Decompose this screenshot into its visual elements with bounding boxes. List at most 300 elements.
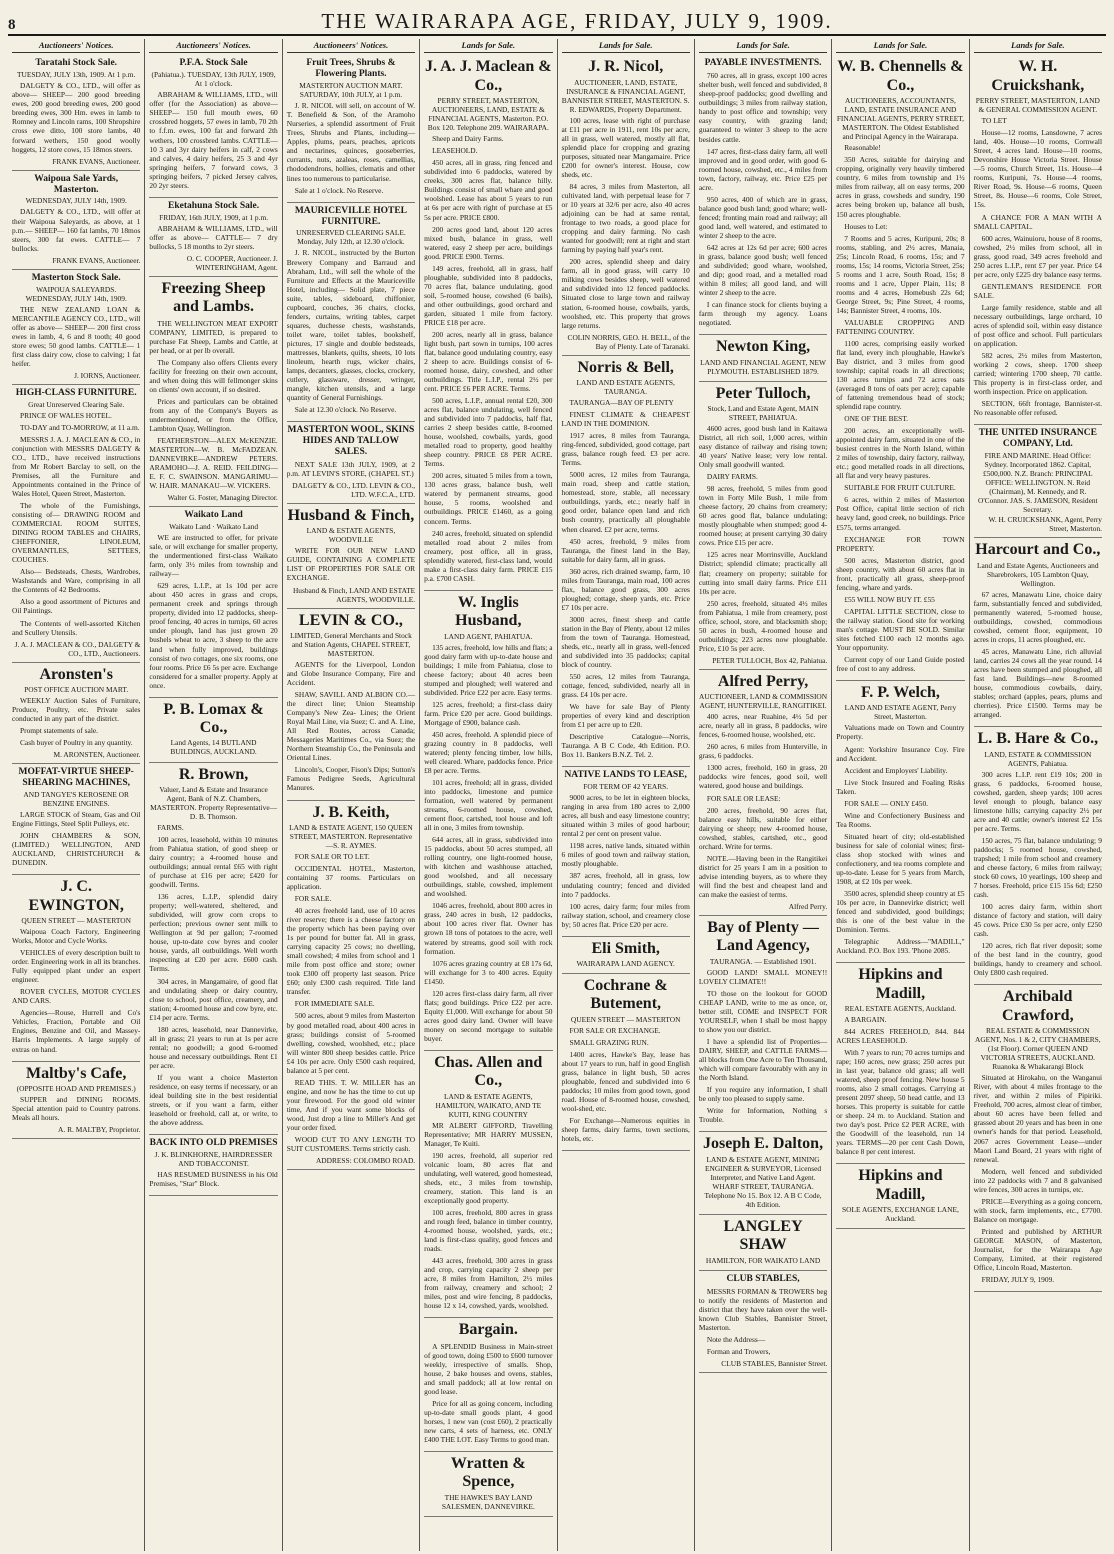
ad-body [12, 1095, 140, 1122]
ad-paragraph: READ THIS. T. W. MILLER has an engine, and now he has the time to cut up your firewood. For the good old winter time, And if you want some blocks of wood, Just drop a line to Miller's And get your order fixed. [286, 1077, 416, 1132]
ad-title: Waikato Land [184, 510, 243, 521]
ad-paragraph: 629 acres, L.I.P., at 1s 10d per acre about 450 acres in grass and crops, permanent creek and springs through property, divided into 12 paddocks, sheep-proof fencing, 40 acres in turnips, 60 acres under plough, land has just grown 20 bushels wheat to acre, 3 sheep to the acre land when fully improved, buildings consist of two cottages, one six rooms, one four rooms. Price £6 5s per acre. Exchange considered for a smaller property. Apply at once. [149, 581, 278, 690]
ad-paragraph: VALUABLE CROPPING AND FATTENING COUNTRY. [836, 317, 965, 336]
ad-title: Masterton Stock Sale. [31, 272, 121, 283]
advertisement [699, 382, 827, 670]
ad-paragraph: THE NEW ZEALAND LOAN & MERCANTILE AGENCY CO., LTD., will offer as above— SHEEP— 200 first cross ewes in lamb, 4, 6 and 8 tooth; 40 good store ewes; 50 good lambs. CATTLE— 1 first class dairy cow, close to calving; 1 fat heifer. [12, 304, 141, 368]
ad-paragraph: 5000 acres, 12 miles from Tauranga, main road, sheep and cattle station, homestead, store, stable, all necessary outbuildings, yards, etc.; nearly half in good order, balance open land and rich bush country, practically all ploughable when cleared. £2 per acre, terms. [561, 470, 690, 534]
ad-paragraph: 844 ACRES FREEHOLD, 844. 844 ACRES LEASEHOLD. [836, 1027, 965, 1046]
ad-paragraph: Cash buyer of Poultry in any quantity. [20, 738, 133, 748]
ad-paragraph: 84 acres, 3 miles from Masterton, all cultivated land, with perpetual lease for 7 or 10 years at 32/6 per acre, also 40 acres adjoining can be had at same rental, frontage to two roads, a good place for cropping and dairy farming. No cash wanted for goodwill; rent at right and start farming by paying half year's rent. [561, 182, 690, 255]
ad-signature: J. IORNS, Auctioneer. [74, 370, 141, 380]
ad-paragraph: Prompt statements of sale. [20, 726, 98, 736]
ad-paragraph: WOOD CUT TO ANY LENGTH TO SUIT CUSTOMERS. Terms strictly cash. [286, 1134, 416, 1153]
ad-title: Fruit Trees, Shrubs & Flowering Plants. [306, 58, 396, 80]
ad-title: Hipkins and Madill, [858, 966, 943, 1002]
ad-subtitle: LAND AGENT, PAHIATUA. [444, 631, 533, 641]
ad-paragraph: J. R. NICOL, instructed by the Burton Brewery Company and Barraud and Abraham, Ltd., will sell the whole of the Furniture and Effects at the Mauriceville Hotel, including— Solid plate, 7 piece suite, tables, sideboard, chiffonier, cupboard, couches, 36 chairs, clocks, fenders, curtains, writing tables, carpet squares, duchesse chests, washstands, toilet ware, toilet tables, bookshelf, pictures, 17 single and double bedsteads, mattresses, blankets, quilts, sheets, 10 lots linoleum, hearth rugs, wicker chairs, lamps, decanters, glasses, clocks, crockery, cutlery, glassware, dresser, wringer, mangle, kitchen utensils, and a large quantity of General Furnishings. [286, 248, 416, 402]
ad-paragraph: Note the Address— [706, 1334, 766, 1344]
ad-subtitle: LAND, ESTATE & COMMISSION AGENTS, Pahiatua. [984, 749, 1092, 768]
ad-body [12, 207, 140, 252]
advertisement [149, 763, 277, 1136]
ad-paragraph: 304 acres, in Mangamaire, of good flat and undulating sheep or dairy country, close to school, post office, creamery, and station; 4-roomed house and cow byre, etc. £14 per acre. Terms. [149, 976, 278, 1022]
ad-paragraph: DAIRY FARMS. [706, 472, 758, 482]
ad-subtitle: SOLE AGENTS, EXCHANGE LANE, Auckland. [842, 1205, 959, 1224]
ad-title: Chas. Allen and Co., [434, 1053, 543, 1090]
ad-paragraph: 450 acres, all in grass, ring fenced and subdivided into 6 paddocks, watered by creeks, 300 acres flat, balance hilly. Buildings consist of small whare and good woolshed. Lease has about 5 years to run at 6s per acre with right of purchase at £5 5s per acre. PRICE £800. [424, 158, 553, 222]
advertisement [149, 198, 277, 277]
ad-title: MASTERTON WOOL, SKINS HIDES AND TALLOW SALES. [287, 425, 415, 457]
column-1 [8, 39, 145, 1551]
advertisement [12, 764, 140, 875]
ad-paragraph: 582 acres, 2½ miles from Masterton, working 2 cows, sheep. 1700 sheep carried; wintering 1700 sheep, 70 cattle. This property is in first-class order, and worth inspection. Price on application. [973, 350, 1102, 397]
ad-title: W. B. Chennells & Co., [837, 58, 964, 94]
ad-subtitle: AND TANGYE'S KEROSENE OR BENZINE ENGINES. [23, 790, 129, 809]
ad-subtitle: AUCTIONEER, LAND, ESTATE, INSURANCE & FINANCIAL AGENT, BANNISTER STREET, MASTERTON. S. R. EDWARDS, Property Department. [561, 77, 690, 114]
ad-subtitle: TAURANGA. — Established 1901. [709, 956, 817, 966]
ad-subtitle: LAND & ESTATE AGENTS, WOODVILLE [306, 526, 396, 545]
column-4 [420, 39, 557, 1551]
ad-signature: PETER TULLOCH, Box 42, Pahiatua. [712, 655, 828, 665]
ad-paragraph: Large family residence, stable and all necessary outbuildings, large orchard, 10 acres of splendid soil, within easy distance of post office and school. Full particulars on application. [973, 302, 1102, 348]
advertisement [287, 422, 415, 504]
ad-title: Maltby's Cafe, [25, 1064, 127, 1082]
ad-subtitle: QUEEN STREET — MASTERTON [570, 1014, 681, 1024]
ad-body [287, 852, 415, 1153]
ad-paragraph: 136 acres, L.I.P., splendid dairy property; well-watered, sheltered, and subdivided, will grow corn crops to perfection; previous owner sent milk to Wellington at 9d per gallon; 7-roomed house, up-to-date cow byres and cooler house, yards, all outbuildings. Well worth inspecting at £20 per acre. £600 cash. Terms. [149, 892, 278, 974]
ad-title: J. B. Keith, [312, 803, 390, 821]
ad-subtitle: Land Agents, 14 BUTLAND BUILDINGS, AUCKLAND. [170, 738, 257, 757]
ad-subtitle: Waikato Land · Waikato Land [169, 522, 259, 532]
ad-paragraph: A SPLENDID Business in Main-street of good town, doing £500 to £600 turnover weekly, irrespective of smalls. Shop, house, 2 bake houses and ovens, stables, and small paddock; all at low rental on good lease. [424, 1341, 553, 1396]
ad-title: W. H. Cruickshank, [991, 58, 1085, 94]
ad-body [12, 81, 140, 153]
advertisement [12, 663, 140, 765]
ad-subtitle: FRIDAY, 16th JULY, 1909, at 1 p.m. [159, 212, 269, 222]
column-7 [832, 39, 969, 1551]
ad-paragraph: 67 acres, Manawatu Line, choice dairy farm, substantially fenced and subdivided, permanently watered, 5-roomed house, outbuildings, cowshed, commodious cowshed, cement floor, equipment, 10 acres in crops, 11 acres ploughed, etc. [973, 589, 1102, 644]
ad-title: Eketahuna Stock Sale. [168, 200, 260, 211]
ad-paragraph: FOR SALE — ONLY £450. [844, 798, 929, 808]
ad-paragraph: 443 acres, freehold, 300 acres in grass and crop, carrying capacity 2 sheep per acre, 8 miles from Hamilton, 2½ miles from railway, creamery and school; 2 miles, post and wire fencing, 8 paddocks, house 12 x 14, cowshed, yards, woolshed. [424, 1256, 553, 1311]
advertisement [12, 55, 140, 170]
advertisement [424, 1452, 552, 1517]
ad-paragraph: 135 acres, freehold, low hills and flats; a good dairy farm with up-to-date house and buildings; 1 mile from Pahiatua, close to cheese factory; about 40 acres been stumped and ploughed; well watered and subdivided. Price £22 per acre. Easy terms. [424, 642, 553, 697]
ad-paragraph: TAURANGA—BAY OF PLENTY [569, 398, 674, 408]
ad-paragraph: Also a good assortment of Pictures and Oil Paintings. [12, 597, 141, 616]
ad-body [424, 134, 552, 582]
ad-title: Wratten & Spence, [450, 1455, 526, 1491]
ad-title: Cochrane & Butement, [583, 977, 668, 1013]
ad-paragraph: SUITABLE FOR FRUIT CULTURE. [844, 483, 956, 493]
ad-paragraph: Lincoln's, Cooper, Fison's Dips; Sutton's Famous Pedigree Seeds, Agricultural Manures. [286, 765, 416, 793]
ad-title: LEVIN & CO., [298, 611, 403, 629]
ad-paragraph: 400 acres, near Ruahine, 4½ 5d per acre, nearly all in grass, 8 paddocks, wire fences, 6-roomed house, woolshed, etc. [698, 712, 828, 740]
advertisement [836, 55, 964, 681]
ad-title: P. B. Lomax & Co., [163, 700, 264, 737]
ad-paragraph: With 7 years to run; 70 acres turnips and rape; 160 acres, new grass; 250 acres put in last year, balance old grass; all well watered, sheep proof fencing. New house 5 rooms, also 2 small cottages. Carrying at present 2097 sheep, 50 head cattle, and 13 horses. This property is suitable for cattle or sheep. 24 m. to Auckland. Station and two day's post. Price £2 PER ACRE, with the Goodwill of the leasehold, run 14 years. TERMS—20 per cent Cash Down, balance 8 per cent interest. [836, 1048, 965, 1157]
ad-paragraph: Also— Bedsteads, Chests, Wardrobes, Washstands and Ware, comprising in all the Contents of 42 Bedrooms. [12, 567, 141, 595]
advertisement [287, 801, 415, 1170]
ad-paragraph: WRITE FOR OUR NEW LAND GUIDE, CONTAINING A COMPLETE LIST OF PROPERTIES FOR SALE OR EXCHANGE. [286, 546, 416, 583]
ad-paragraph: 3500 acres, splendid sheep country at £5 10s per acre, in Dannevirke district; well fenced and subdivided, good buildings; this is one of the best value in the Dominion. Terms. [836, 888, 965, 935]
ad-subtitle: Land and Estate Agents, Auctioneers and Sharebrokers, 105 Lambton Quay, Wellington. [977, 560, 1099, 588]
ad-paragraph: For Exchange—Numerous equities in sheep farms, dairy farms, town sections, hotels, etc. [561, 1116, 690, 1144]
ad-signature: FRANK EVANS, Auctioneer. [52, 255, 141, 265]
ad-paragraph: Descriptive Catalogue—Norris, Tauranga. A B C Code, 4th Edition. P.O. Box 11. Bankers B.N.Z. Tel. 2. [561, 732, 690, 760]
advertisement [974, 727, 1102, 985]
ad-paragraph: 350 Acres, suitable for dairying and cropping, originally very heavily timbered country, 6 miles from township and 1½ miles from railway, all on easy terms, 200 acres in grass, cowsheds and sundry, 190 acres being broken up, balance all bush, 150 acres ploughable. [836, 155, 965, 219]
ad-subtitle: Great Unreserved Clearing Sale. [28, 399, 125, 409]
ad-subtitle: LAND AND ESTATE AGENTS, TAURANGA. [576, 378, 675, 397]
advertisement [149, 55, 277, 197]
ad-paragraph: EXCHANGE FOR TOWN PROPERTY. [836, 534, 965, 553]
ad-body [149, 224, 277, 251]
ad-paragraph: 200 acres good land, about 120 acres mixed bush, balance in grass, well watered, easy 2 sheep per acre, buildings good. PRICE £900. Terms. [424, 224, 553, 261]
ad-paragraph: Printed and published by ARTHUR GEORGE MASON, of Masterton, Journalist, for the Wairarapa Age Company, Limited, at their registered Office, Lincoln Road, Masterton. [973, 1226, 1102, 1272]
ad-paragraph: 550 acres, 12 miles from Tauranga, cottage, fenced, subdivided, nearly all in grass. £4 10s per acre. [561, 671, 690, 700]
ad-subtitle: REAL ESTATE AGENTS, Auckland. [844, 1003, 957, 1013]
ad-paragraph: 200 acres, an exceptionally well-appointed dairy farm, situated in one of the busiest centres in the North Island, within 2 miles of township, dairy factory, railway, etc.; good metalled roads in all directions, all flat and very heavy pastures. [836, 426, 965, 481]
ad-body [699, 968, 827, 1125]
ad-paragraph: Write for Information, Nothing s Trouble. [698, 1106, 828, 1125]
ad-paragraph: ABRAHAM & WILLIAMS, LTD., will offer (for the Association) as above— SHEEP— 150 full mouth ewes, 60 crossbred hoggets, 57 ewes in lamb, 70 2th to f.f.m. ewes, 100 fat and forward 2th wethers, 100 crossbred lambs. CATTLE— 10 3 and 3yr dairy heifers in calf, 2 cows and calves, 4 dairy heifers, 25 3 and 4yr springing heifers, 7 forward cows, 3 springing heifers, 7 picked Jersey calves, 20 2yr steers. [149, 90, 278, 190]
ad-title: Freezing Sheep and Lambs. [161, 279, 266, 316]
ad-paragraph: FRIDAY, JULY 9, 1909. [981, 1274, 1055, 1284]
ad-paragraph: FEATHERSTON—ALEX McKENZIE. MASTERTON—W. B. McFADZEAN. DANNEVIRKE—ANDREW PETERS. ARAMOHO—J. A. REID. FEILDING—E. F. C. SWAINSON. MANGARIMU—W. HAIR. MANAKAU—W. VICKERS. [149, 435, 278, 491]
ad-paragraph: I have a splendid list of Properties—DAIRY, SHEEP, and CATTLE FARMS—all blocks from One Acre to Ten Thousand, which will compare favourably with any in the North Island. [698, 1036, 828, 1083]
ad-title: F. P. Welch, [860, 683, 940, 701]
ad-title: L. B. Hare & Co., [977, 730, 1099, 748]
ad-paragraph: DALGETY & CO., LTD., will offer at their Waipoua Saleyards, as above, at 1 p.m.— SHEEP— 160 fat lambs, 70 18mos steers, 300 fat ewes. CATTLE— 7 bullocks. [12, 207, 141, 253]
ad-paragraph: FOR SALE OR EXCHANGE. [569, 1025, 661, 1035]
ad-paragraph: Agencies—Rouse, Hurrell and Co's Vehicles, Fraction, Portable and Oil Engines, Benzine and Oil, and Massey-Harris Implements. A large supply of extras on hand. [12, 1008, 141, 1054]
ad-paragraph: Sale at 12.30 o'clock. No Reserve. [294, 405, 397, 415]
ad-paragraph: 300 acres L.I.P. rent £19 10s; 200 in grass, 6 paddocks, 6-roomed house, cowshed, garden, sheep yards; 100 acres level enough to plough, balance easy limestone hills; carrying capacity 2½ per acre and 40 cattle; owner's interest £2 15s per acre. Terms. [973, 769, 1102, 833]
ad-paragraph: 360 acres, rich drained swamp, farm, 10 miles from Tauranga, main road, 100 acres flax, balance good grass, 300 acres ploughed; cottage, sheep yards, etc. Price £7 10s per acre. [561, 566, 690, 612]
advertisement [562, 974, 690, 1151]
ad-paragraph: ONE OF THE BEST. [844, 414, 909, 424]
ad-subtitle: J. K. BLINKHORNE, HAIRDRESSER AND TOBACCONIST. [154, 1149, 273, 1168]
ad-subtitle: REAL ESTATE & COMMISSION AGENT, Nos. 1 & 2, CITY CHAMBERS, (1st Floor). Corner QUEEN AND VICTORIA STREETS, AUCKLAND. Ruanoka & Whakarangi Block [974, 1026, 1101, 1072]
ad-subtitle: LAND & ESTATE AGENT, 150 QUEEN STREET, MASTERTON. Representative—S. R. AYMES. [289, 822, 413, 850]
ad-title: J. A. J. Maclean & Co., [424, 58, 552, 94]
advertisement [287, 609, 415, 801]
ad-body [287, 101, 415, 194]
ad-paragraph: 9000 acres, to be let in eighteen blocks, ranging in area from 180 acres to 2,000 acres, all bush and easy limestone country; situated within 3 miles of good harbour; rental 2 per cent on present value. [561, 793, 690, 839]
ad-title: Newton King, [715, 338, 811, 356]
ad-body [149, 1170, 277, 1188]
ad-paragraph: 450 acres, freehold. A splendid piece of grazing country in 8 paddocks, well watered; plenty fencing timber, low hills, well cleared. Whare, paddocks fence. Price £8 per acre. Terms. [424, 729, 553, 775]
ad-paragraph: HAS RESUMED BUSINESS in his Old Premises, "Star" Block. [149, 1170, 278, 1189]
ad-paragraph: 6 acres, within 2 miles of Masterton Post Office, capital little section of rich heavy land, good creek, no buildings. Price £575, terms arranged. [836, 495, 965, 532]
ad-signature: COLIN NORRIS, GEO. H. BELL, of the Bay of Plenty. Late of Taranaki. [567, 332, 690, 351]
advertisement [12, 270, 140, 385]
ad-subtitle: WAIRARAPA LAND AGENCY. [576, 959, 675, 969]
ad-subtitle: (OPPOSITE HOAD AND PREMISES.) [16, 1083, 136, 1093]
ad-paragraph: 100 acres dairy farm, within short distance of factory and station, will dairy 45 cows. Price £30 5s per acre, only £250 cash. [973, 902, 1102, 939]
ad-title: J. C. EWINGTON, [28, 878, 124, 914]
ad-subtitle: LAND AND ESTATE AGENT, Perry Street, Masterton. [844, 703, 957, 722]
ad-paragraph: We have for sale Bay of Plenty properties of every kind and description from £1 per acre up to £20. [561, 702, 690, 730]
ad-paragraph: 387 acres, freehold, all in grass, low undulating country; fenced and divided into 7 paddocks. [561, 871, 690, 899]
ad-paragraph: 200 acres, situated 5 miles from a town, 130 acres grass, balance bush, well watered by permanent streams, good house, 5 rooms, woolshed and outbuildings. PRICE £1460, as a going concern. Terms. [424, 471, 553, 526]
ad-body [12, 810, 140, 867]
ad-subtitle: PERRY STREET, MASTERTON, AUCTIONEERS, LAND, ESTATE & FINANCIAL AGENTS, Masterton. P.O. Box 120. Telephone 209. WAIRARAPA. [427, 96, 549, 133]
advertisement [562, 767, 690, 936]
ad-paragraph: FOR SALE. [294, 894, 332, 904]
masthead [8, 4, 1106, 36]
ad-paragraph: Valuations made on Town and Country Property. [836, 723, 965, 742]
ad-title: Harcourt and Co., [975, 541, 1101, 559]
ad-paragraph: 100 acres, dairy farm; four miles from railway station, school, and creamery close by; 50 acres flat. Price £20 per acre. [561, 901, 690, 929]
ad-paragraph: 98 acres, freehold, 5 miles from good town in Forty Mile Bush, 1 mile from cheese factory, 20 chains from creamery; 60 acres good flat, balance undulating; mostly ploughable when stumped; good 4-roomed house; at present carrying 30 dairy cows. Price £15 per acre. [698, 484, 828, 548]
ad-paragraph: NEXT SALE 13th JULY, 1909, at 2 p.m. AT LEVIN'S STORE, (CHAPEL ST.) [286, 459, 416, 478]
ad-body [836, 1015, 964, 1156]
ad-paragraph: 100 acres, lease with right of purchase at £11 per acre in 1911, rent 10s per acre, all in grass, well watered, mostly all flat, splendid place for cropping and grazing purposes, situated near Mangamaire. Price £200 for owner's interest. House, cow sheds, etc. [561, 115, 690, 180]
ad-paragraph: If you want a choice Masterton residence, on easy terms if necessary, or an ideal building site in the best residential streets, or if you want a farm, either leasehold or freehold, call at, or write, to the above address. [149, 1072, 278, 1127]
ad-subtitle: HAMILTON, FOR WAIKATO LAND [705, 1255, 821, 1265]
ad-paragraph: A BARGAIN. [844, 1014, 887, 1024]
ad-paragraph: GOOD LAND! SMALL MONEY!! LOVELY CLIMATE!! [698, 967, 828, 986]
ad-paragraph: 200 acres, freehold, 90 acres flat, balance easy hills, suitable for either dairying or sheep; new 4-roomed house, cowshed, stables, cartshed, etc., good orchard. Write for terms. [698, 805, 828, 851]
ad-title: Alfred Perry, [717, 672, 809, 690]
ad-paragraph: The Contents of well-assorted Kitchen and Scullery Utensils. [12, 618, 141, 637]
advertisement [149, 698, 277, 763]
ad-paragraph: Wine and Confectionery Business and Tea Rooms. [836, 810, 965, 829]
ad-paragraph: THE WELLINGTON MEAT EXPORT COMPANY, LIMITED, is prepared to purchase Fat Sheep, Lambs and Cattle, at per head, or at per lb overall. [149, 318, 278, 355]
ad-body [12, 927, 140, 1053]
ad-body [974, 770, 1102, 978]
ad-paragraph: A CHANCE FOR A MAN WITH A SMALL CAPITAL. [973, 212, 1102, 231]
ad-paragraph: 760 acres, all in grass, except 100 acres shelter bush, well fenced and subdivided, 8 sheep-proof paddocks; good dwelling and outbuildings; 3 miles from railway station, handy to post office and township; very easy country, with grazing land; guaranteed to winter 3 sheep to the acre besides cattle. [698, 71, 828, 144]
advertisement [699, 670, 827, 916]
ad-paragraph: J. R. NICOL will sell, on account of W. T. Benefield & Son, of the Aramoho Nurseries, a splendid assortment of Fruit Trees, Shrubs and Plants, including—Apples, plums, pears, peaches, apricots and nectarines, quinces, gooseberries, currants, nuts, azaleas, roses, camellias, rhododendrons, hollies, clematis and other lines too numerous to particularise. [286, 101, 416, 183]
ad-body [562, 116, 690, 330]
ad-subtitle: FOR TERM OF 42 YEARS. [583, 782, 669, 792]
ad-body [287, 660, 415, 792]
advertisement [12, 385, 140, 663]
column-header: Lands for Sale. [836, 39, 964, 53]
column-2 [145, 39, 282, 1551]
ad-body [699, 712, 827, 899]
ad-signature: A. R. MALTBY, Proprietor. [58, 1125, 141, 1135]
ad-body [149, 533, 277, 690]
ad-subtitle: AUCTIONEERS, ACCOUNTANTS, LAND, ESTATE INSURANCE AND FINANCIAL AGENTS, PERRY STREET, MASTERTON. The Oldest Established and Principal Agency in the Wairarapa. [836, 96, 965, 142]
advertisement [424, 55, 552, 590]
column-5 [558, 39, 695, 1551]
ad-paragraph: MESSRS J. A. J. MACLEAN & CO., in conjunction with MESSRS DALGETY & CO., LTD., have received instructions from Mr Robert Barclay to sell, on the Premises, all the Furniture and Appointments contained in the Prince of Wales Hotel, Queen Street, Masterton. [12, 434, 141, 499]
ad-subtitle: Valuer, Land & Estate and Insurance Agent, Bank of N.Z. Chambers, MASTERTON. Property Representative—D. B. Thomson. [150, 784, 277, 821]
ad-paragraph: 1046 acres, freehold, about 800 acres in grass, 240 acres in bush, 12 paddocks, about 100 acres river flat. Owner has grown 18 tons of potatoes to the acre, well watered by streams, good soil with rock formation. [424, 901, 553, 956]
ad-paragraph: 101 acres, freehold; all in grass, divided into paddocks, limestone and pumice formation, well watered by permanent streams, 6-roomed house, cowshed, cement floor, cartshed, tool house and loft all in one, 3 miles from township. [424, 777, 553, 833]
ad-paragraph: 125 acres, freehold; a first-class dairy farm. Price £20 per acre. Good buildings. Mortgage of £900, balance cash. [424, 699, 553, 727]
ad-title: Taratahi Stock Sale. [35, 58, 118, 69]
masthead-title: THE WAIRARAPA AGE, FRIDAY, JULY 9, 1909. [321, 9, 833, 33]
ad-paragraph: VEHICLES of every description built to order. Engineering work in all its branches. Fully equipped plant under an expert engineer. [12, 948, 141, 985]
ad-subtitle: LIMITED, General Merchants and Stock and Station Agents, CHAPEL STREET, MASTERTON. [290, 630, 412, 659]
ad-paragraph: 125 acres near Morrinsville, Auckland District; splendid climate; practically all flat; creamery on property; suitable for cutting into small dairy farms. Price £11 10s per acre. [698, 550, 828, 596]
ad-title: THE UNITED INSURANCE COMPANY, Ltd. [978, 428, 1097, 450]
ad-paragraph: 7 Rooms and 5 acres, Kuripuni, 20s; 8 rooms, stabling, and 2½ acres, Manaia, 25s; Lincoln Road, 6 rooms, 15s; and 7 rooms, 15s; 14 rooms, Victoria Street, 25s; 5 rooms and 1 acre, South Road, 15s; 8 rooms and 1 acre, Upper Plain, 11s; 8 rooms and 4 acres, Homebush 22s 6d; George Street, 9s; Pine Street, 4 rooms, 14s; Bannister Street, 4 rooms, 10s. [836, 233, 965, 315]
advertisement [424, 1051, 552, 1319]
ad-body [974, 116, 1102, 417]
ad-signature: FRANK EVANS, Auctioneer. [52, 156, 141, 166]
ad-paragraph: 1917 acres, 8 miles from Tauranga, ring-fenced, subdivided, good cottage, part grass, balance rough feed. £3 per acre. Terms. [561, 431, 690, 468]
page-number: 8 [8, 17, 16, 33]
ad-paragraph: DALGETY & CO., LTD., will offer as above— SHEEP— 200 good breeding ewes, 200 good breeding ewes, 200 good breeding ewes, 300 Hm. ewes in lamb to Romney and Lincoln rams, 100 Shropshire cross ewe ditto, 100 store lambs, 40 forward wethers, 150 good woolly hoggets, 12 store cows, 15 18mos steers. [12, 81, 141, 154]
ad-paragraph: CAPITAL LITTLE SECTION, close to the railway station. Good site for working man's cottage. MUST BE SOLD. Similar sites fetched £100 each 12 months ago. Your opportunity. [836, 606, 965, 652]
ad-title: Bargain. [458, 1321, 518, 1339]
ad-paragraph: WEEKLY Auction Sales of Furniture, Produce, Poultry, etc. Private sales conducted in any part of the district. [12, 696, 141, 724]
ad-signature: CLUB STABLES, Bannister Street. [721, 1358, 828, 1368]
ad-title: Hipkins and Madill, [858, 1167, 943, 1203]
ad-title: Bay of Plenty — Land Agency, [707, 918, 819, 955]
ad-body [562, 1026, 690, 1143]
ad-signature: ADDRESS: COLOMBO ROAD. [315, 1155, 416, 1165]
ad-title: Aronsten's [39, 665, 113, 683]
ad-body [836, 143, 964, 673]
ad-paragraph: If you require any information, I shall be only too pleased to supply same. [698, 1085, 828, 1104]
ad-paragraph: 3000 acres, finest sheep and cattle station in the Bay of Plenty, about 12 miles from the town of Tauranga. Homestead, sheds, etc., nearly all in grass, well-fenced and subdivided into 35 paddocks; capital block of country. [561, 614, 690, 669]
advertisement [699, 1271, 827, 1373]
ad-paragraph: The Company also offers Clients every facility for freezing on their own account, and when doing this will fellmonger skins on clients' own account, if so desired. [149, 357, 278, 394]
ad-paragraph: 1300 acres, freehold, 160 in grass, 20 paddocks wire fences, good soil, well watered, good house and buildings. [698, 763, 828, 791]
ad-paragraph: NOTE.—Having been in the Rangitikei district for 25 years I am in a position to advise intending buyers, as to where they will find the best and cheapest land and can make the easiest of terms. [698, 853, 828, 899]
ad-signature: J. A. J. MACLEAN & CO., DALGETY & CO., LTD., Auctioneers. [14, 639, 141, 658]
ad-subtitle: QUEEN STREET — MASTERTON [21, 916, 131, 926]
advertisement [562, 356, 690, 768]
ad-paragraph: I can finance stock for clients buying a farm through my agency. Loans negotiated. [698, 300, 828, 328]
advertisement [12, 875, 140, 1061]
ad-title: Norris & Bell, [577, 358, 674, 376]
ad-paragraph: TO LET [981, 116, 1007, 126]
ad-paragraph: 500 acres, Masterton district, good sheep country, with about 60 acres flat in front, practically all grass, sheep-proof fencing, whare and yards. [836, 555, 965, 592]
advertisement [12, 171, 140, 270]
ad-paragraph: MR ALBERT GIFFORD, Travelling Representative; MR HARRY MUSSEN, Manager, Te Kuiti. [424, 1120, 553, 1148]
ad-paragraph: Forman and Trowers, [706, 1346, 771, 1356]
ad-subtitle: FIRE AND MARINE. Head Office: Sydney. Incorporated 1862. Capital, £500,000. N.Z. Branch: PRINCIPAL OFFICE: WELLINGTON. N. Reid (Chairman), M. Kennedy, and R. O'Connor. JAS. S. JAMESON, Resident Secretary. [978, 451, 1098, 515]
advertisement [424, 591, 552, 1051]
column-6 [695, 39, 832, 1551]
ad-body [149, 823, 277, 1127]
ad-paragraph: 100 acres, freehold, 800 acres in grass and rough feed, balance in timber country, 4-roomed house, woolshed, yards, etc.; land is first-class quality, good fences and roads. [424, 1208, 553, 1254]
column-header: Auctioneers' Notices. [287, 39, 415, 53]
ad-title: Archibald Crawford, [1002, 988, 1074, 1024]
ad-subtitle: THE HAWKE'S BAY LAND SALESMEN, DANNEVIRKE. [441, 1492, 535, 1511]
ad-body [836, 723, 964, 955]
ad-paragraph: GENTLEMAN'S RESIDENCE FOR SALE. [973, 281, 1102, 300]
ad-body [974, 1073, 1102, 1284]
ad-body [424, 1121, 552, 1311]
advertisement [974, 55, 1102, 425]
ad-paragraph: 100 acres, leasehold, within 10 minutes from Pahiatua station, of good sheep or dairy country; a 4-roomed house and outbuildings; annual rental £65 with right of purchase at £16 per acre; £420 for goodwill. Terms. [149, 835, 278, 890]
ad-paragraph: Situated at Hirokahu, on the Wanganui River, with about 4 miles frontage to the river, and within 2 miles of Pipiriki. Freehold, 700 acres, almost clear of timber, about 60 acres have been felled and grassed about 20 years and has been in one owner's hands for that period. Leasehold, 2067 acres Government Lease—under Maori Land Board, 21 years with right of renewal. [973, 1073, 1103, 1164]
advertisement [287, 504, 415, 609]
ad-body [562, 398, 690, 759]
ad-paragraph: Live Stock Insured and Foaling Risks Taken. [836, 777, 965, 796]
ad-title: W. Inglis Husband, [455, 593, 522, 630]
column-header: Lands for Sale. [699, 39, 827, 53]
ad-paragraph: £55 WILL NOW BUY IT. £55 [844, 594, 935, 604]
advertisement [836, 681, 964, 963]
ad-subtitle: WEDNESDAY, JULY 14th, 1909. [25, 196, 127, 206]
ad-paragraph: WE are instructed to offer, for private sale, or will exchange for smaller property, the undermentioned first-class Waikato farm, only 3½ miles from township and railway— [149, 533, 278, 579]
ad-paragraph: 450 acres, freehold, 9 miles from Tauranga, the finest land in the Bay, suitable for dairy farm, all in grass. [561, 536, 690, 564]
ad-paragraph: MESSRS FORMAN & TROWERS beg to notify the residents of Masterton and district that they have taken over the well-known Club Stables, Bannister Street, Masterton. [698, 1286, 828, 1332]
ad-paragraph: 1198 acres, native lands, situated within 6 miles of good town and railway station, mostly ploughable. [561, 841, 690, 869]
ad-paragraph: Sale at 1 o'clock. No Reserve. [294, 185, 384, 195]
ad-subtitle: Stock, Land and Estate Agent, MAIN STREET, PAHIATUA. [707, 403, 819, 422]
ad-subtitle: LAND AND FINANCIAL AGENT, NEW PLYMOUTH. ESTABLISHED 1879. [700, 357, 826, 376]
advertisement [149, 1135, 277, 1196]
ad-paragraph: OCCIDENTAL HOTEL, Masterton, containing 37 rooms. Particulars on application. [286, 864, 416, 892]
ad-title: Joseph E. Dalton, [703, 1135, 824, 1153]
ad-paragraph: The whole of the Furnishings, consisting of— DRAWING ROOM and COMMERCIAL ROOM SUITES, DINING ROOM TABLES and CHAIRS, CHEFFONIER, LINOLEUM, OVERMANTLES, SETTEES, COUCHES. [12, 501, 141, 565]
ad-paragraph: 250 acres, freehold, situated 4½ miles from Pahiatua, 1 mile from creamery, post office, school, store, and blacksmith shop; 50 acres in bush, 4-roomed house and outbuildings; 223 acres now ploughable. Price, £10 5s per acre. [698, 598, 828, 653]
column-3 [283, 39, 420, 1551]
ad-paragraph: 1100 acres, comprising easily worked flat land, every inch ploughable, Hawke's Bay district, and 3 miles from good township; capital roads in all directions; 130 acres turnips and 72 acres oats (averaged 8 tons of oats per acre); capable of fattening tremendous head of stock; splendid rape country. [836, 338, 965, 412]
ad-paragraph: PRINCE OF WALES HOTEL. [20, 410, 112, 420]
ad-paragraph: Reasonable! [844, 143, 881, 153]
ad-paragraph: 642 acres at 12s 6d per acre; 600 acres in grass, balance good bush; well fenced and subdivided; good whare, woolshed, and dip; good road, and a metalled road within 8 miles; all good land, and will winter 2 sheep to the acre. [698, 242, 828, 297]
ad-body [562, 793, 690, 928]
ad-paragraph: 1076 acres grazing country at £8 17s 6d, will exchange for 3 to 400 acres. Equity £1450. [424, 958, 553, 986]
ad-body [287, 248, 415, 414]
ad-paragraph: TO-DAY and TO-MORROW, at 11 a.m. [20, 422, 140, 432]
ad-paragraph: TO those on the lookout for GOOD CHEAP LAND, write to me as once, or, better still, COME and INSPECT FOR YOURSELF, when I shall be most happy to show you our district. [698, 988, 828, 1034]
ad-subtitle: (Pahiatua.). TUESDAY, 13th JULY, 1909, At 1 o'clock. [151, 70, 276, 89]
ad-title: MOFFAT-VIRTUE SHEEP-SHEARING MACHINES, [18, 767, 134, 789]
ad-subtitle: TUESDAY, JULY 13th, 1909. At 1 p.m. [17, 70, 136, 80]
ad-title: Peter Tulloch, [715, 384, 811, 402]
ad-body [424, 1342, 552, 1444]
advertisement [287, 203, 415, 422]
ad-paragraph: Waipoua Coach Factory, Engineering Works, Motor and Cycle Works. [12, 927, 141, 946]
ad-title: P.F.A. Stock Sale [179, 58, 248, 69]
ad-paragraph: 644 acres, all in grass, subdivided into 15 paddocks, about 50 acres stumped, all rolling country, one light-roomed house, with kitchen and washhouse attached, good woolshed, and all necessary outbuildings, stable, cowshed, implement and woolshed. [424, 835, 553, 899]
advertisement [699, 335, 827, 381]
ad-paragraph: FARMS. [157, 823, 184, 833]
ad-paragraph: House—12 rooms, Lansdowne, 7 acres land, 40s. House—10 rooms, Cornwall Street, 4 acres land. House—10 rooms, Devonshire House Victoria Street. House—5 rooms, Church Street, 11s. House—4 rooms, Kuripuni, 7s. House—4 rooms, River Road, 9s. House—6 rooms, Queen Street, 8s. House—6 rooms, Cole Street, 15s. [973, 128, 1102, 210]
advertisement [562, 55, 690, 355]
ad-title: NATIVE LANDS TO LEASE, [564, 770, 687, 781]
ad-signature: M. ARONSTEN, Auctioneer. [53, 750, 141, 760]
ad-title: PAYABLE INVESTMENTS. [704, 58, 822, 69]
ad-paragraph: SMALL GRAZING RUN. [569, 1037, 649, 1047]
ad-body [699, 424, 827, 653]
ad-paragraph: 120 acres, rich flat river deposit; some of the best land in the country, good buildings, handy to creamery and school. Only £800 cash required. [973, 941, 1102, 978]
ad-title: J. R. Nicol, [588, 58, 664, 76]
ad-paragraph: ABRAHAM & WILLIAMS, LTD., will offer as above— CATTLE— 7 dry bullocks, 5 18 months to 2yr steers. [149, 223, 278, 251]
ad-body [149, 319, 277, 491]
advertisement [699, 1132, 827, 1215]
advertisement [149, 507, 277, 697]
ad-body [287, 546, 415, 582]
ad-paragraph: Current copy of our Land Guide posted free of cost to any address. [836, 654, 965, 673]
ad-paragraph: 190 acres, freehold, all superior red volcanic loam, 80 acres flat and undulating, well watered, good homestead, sheds, etc., 3 miles from township, creamery, station. This land is an exceptionally good property. [424, 1150, 553, 1205]
ad-paragraph: ROVER CYCLES, MOTOR CYCLES AND CARS. [12, 987, 141, 1006]
advertisement [836, 1164, 964, 1229]
ad-paragraph: SUPPER and DINING ROOMS. Special attention paid to Country patrons. Meals all hours. [12, 1094, 141, 1123]
ad-paragraph: 240 acres, freehold, situated on splendid metalled road about 2 miles from creamery, post office, all in grass, splendidly watered, first-class land, would make a first-class dairy farm. PRICE £15 p.a. £700 CASH. [424, 528, 553, 583]
ad-title: LANGLEY SHAW [723, 1217, 803, 1254]
ad-paragraph: FOR SALE OR TO LET. [294, 851, 370, 861]
advertisement [12, 1062, 140, 1140]
ad-paragraph: PRICE—Everything as a going concern, with stock, farm implements, etc., £7700. Balance on mortgage. [973, 1196, 1102, 1224]
ad-paragraph: Houses to Let: [844, 221, 888, 231]
ad-subtitle: POST OFFICE AUCTION MART. [24, 685, 129, 695]
